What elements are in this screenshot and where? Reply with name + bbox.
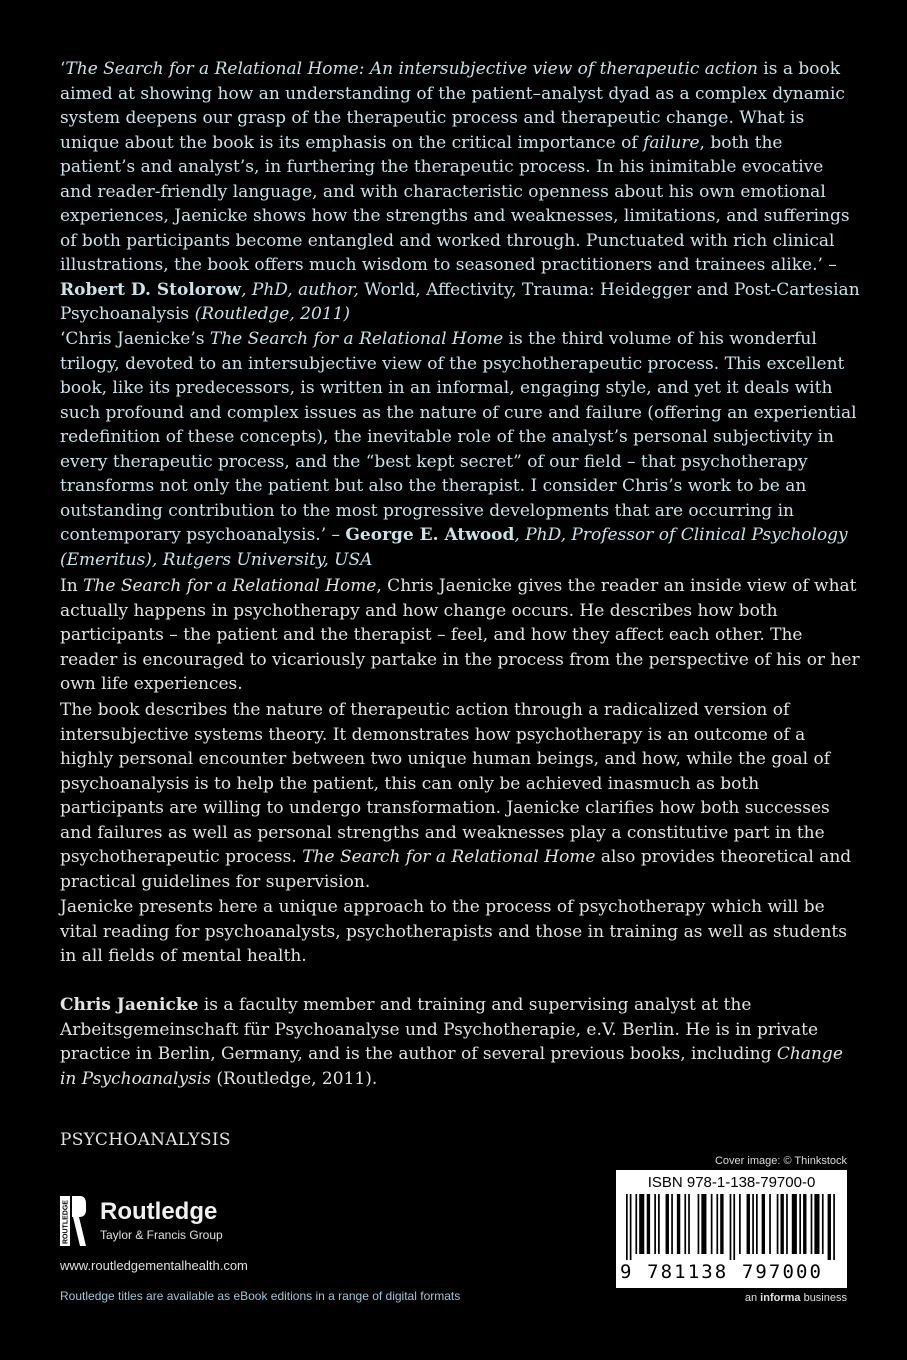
- book-title-italic: The Search for a Relational Home: [83, 576, 377, 596]
- informa-brand: informa: [760, 1292, 801, 1304]
- subject-category: PSYCHOANALYSIS: [60, 1130, 231, 1150]
- praise-quote-atwood: [60, 327, 860, 572]
- barcode-icon: [626, 1194, 837, 1260]
- description-text: The book describes the nature of therapeutic action through a radicalized version of intersubjective systems theory. It demonstrates how psychotherapy is an outcome of a highly personal encounter between two unique human beings, and how, while the goal of psychoanalysis is to help the patient, this can only be achieved inasmuch as both participants are willing to undergo transformation. Jaenicke clarifies how both successes and failures as well as personal strengths and weaknesses play a constitutive part in the psychotherapeutic process.: [60, 700, 830, 867]
- praise-credentials: , PhD, author,: [241, 279, 359, 300]
- praise-text-continued: is the third volume of his wonderful trilogy, devoted to an intersubjective view of the psychotherapeutic process. This excellent book, like its predecessors, is written in an informal, engaging style, and yet it deals with such profound and complex issues as the nature of cure and failure (offering an experiential redefinition of these concepts), the inevitable role of the analyst’s personal subjectivity in every therapeutic process, and the “best kept secret” of our field – that psychotherapy transforms not only the patient but also the therapist. I consider Chris’s work to be an outstanding contribution to the most progressive developments that are occurring in contemporary psychoanalysis.’ –: [60, 329, 857, 545]
- ebook-note: Routledge titles are available as eBook editions in a range of digital formats: [60, 1289, 461, 1303]
- description-text-continued: also provides theoretical and practical guidelines for supervision.: [60, 847, 852, 892]
- praise-publisher: (Routledge, 2011): [189, 304, 351, 324]
- author-name: Chris Jaenicke: [60, 995, 199, 1015]
- informa-prefix: an: [744, 1292, 761, 1304]
- informa-business-tag: [745, 1292, 847, 1304]
- praise-text: ‘Chris Jaenicke’s: [60, 329, 210, 349]
- book-title-italic: The Search for a Relational Home: An intersubjective view of therapeutic action: [65, 59, 758, 79]
- praise-author-work: World, Affectivity, Trauma: Heidegger and Post-Cartesian Psychoanalysis: [60, 279, 860, 324]
- publisher-website: www.routledgementalhealth.com: [60, 1258, 248, 1273]
- description-text: In: [60, 576, 84, 596]
- description-paragraph-1: [60, 574, 860, 697]
- cover-image-credit: Cover image: © Thinkstock: [714, 1155, 847, 1167]
- bio-text: is a faculty member and training and supervising analyst at the Arbeitsgemeinschaft für Psychoanalyse und Psychotherapie, e.V. Berlin. He is in private practice in Berlin, Germany, and is the author of several previous books, including: [60, 995, 819, 1064]
- praise-quote-stolorow: [60, 57, 860, 327]
- praise-text-continued: , both the patient’s and analyst’s, in furthering the therapeutic process. In his inimitable evocative and reader-friendly language, and with characteristic openness about his own emotional experiences, Jaenicke shows how the strengths and weaknesses, limitations, and sufferings of both participants become entangled and worked through. Punctuated with rich clinical illustrations, the book offers much wisdom to seasoned practitioners and trainees alike.’ –: [60, 132, 850, 275]
- publisher-group: Taylor & Francis Group: [100, 1228, 223, 1242]
- publisher-name: Routledge: [100, 1198, 218, 1225]
- informa-suffix: business: [800, 1292, 847, 1304]
- author-bio: [60, 993, 860, 1091]
- barcode-digits: 9 781138 797000: [620, 1261, 824, 1283]
- routledge-logo-icon: [60, 1196, 86, 1246]
- emphasis-word: failure: [643, 132, 700, 153]
- previous-book-title: Change in Psychoanalysis: [60, 1044, 843, 1089]
- book-title-italic: The Search for a Relational Home: [209, 329, 504, 349]
- praise-credentials: , PhD, Professor of Clinical Psychology (Emeritus), Rutgers University, USA: [60, 525, 848, 570]
- isbn-label: ISBN 978-1-138-79700-0: [647, 1174, 816, 1191]
- book-title-italic: The Search for a Relational Home: [302, 847, 596, 867]
- svg-text:ROUTLEDGE: ROUTLEDGE: [62, 1200, 70, 1244]
- publisher-logo: [60, 1196, 310, 1246]
- praise-author: George E. Atwood: [345, 525, 515, 545]
- description-text-continued: , Chris Jaenicke gives the reader an inside view of what actually happens in psychotherapy and how change occurs. He describes how both participants – the patient and the therapist – feel, and how they affect each other. The reader is encouraged to vicariously partake in the process from the perspective of his or her own life experiences.: [60, 576, 860, 694]
- praise-author: Robert D. Stolorow: [60, 279, 242, 300]
- opening-quote: ‘: [60, 59, 66, 79]
- praise-text: is a book aimed at showing how an understanding of the patient–analyst dyad as a complex dynamic system deepens our grasp of the therapeutic process and therapeutic change. What is unique about the book is its emphasis on the critical importance of: [60, 59, 845, 153]
- description-paragraph-3: Jaenicke presents here a unique approach to the process of psychotherapy which will be vital reading for psychoanalysts, psychotherapists and those in training as well as students in all fields of mental health.: [60, 897, 847, 966]
- description-paragraph-2: [60, 698, 860, 894]
- bio-text-continued: (Routledge, 2011).: [210, 1068, 378, 1089]
- isbn-barcode: [616, 1170, 847, 1288]
